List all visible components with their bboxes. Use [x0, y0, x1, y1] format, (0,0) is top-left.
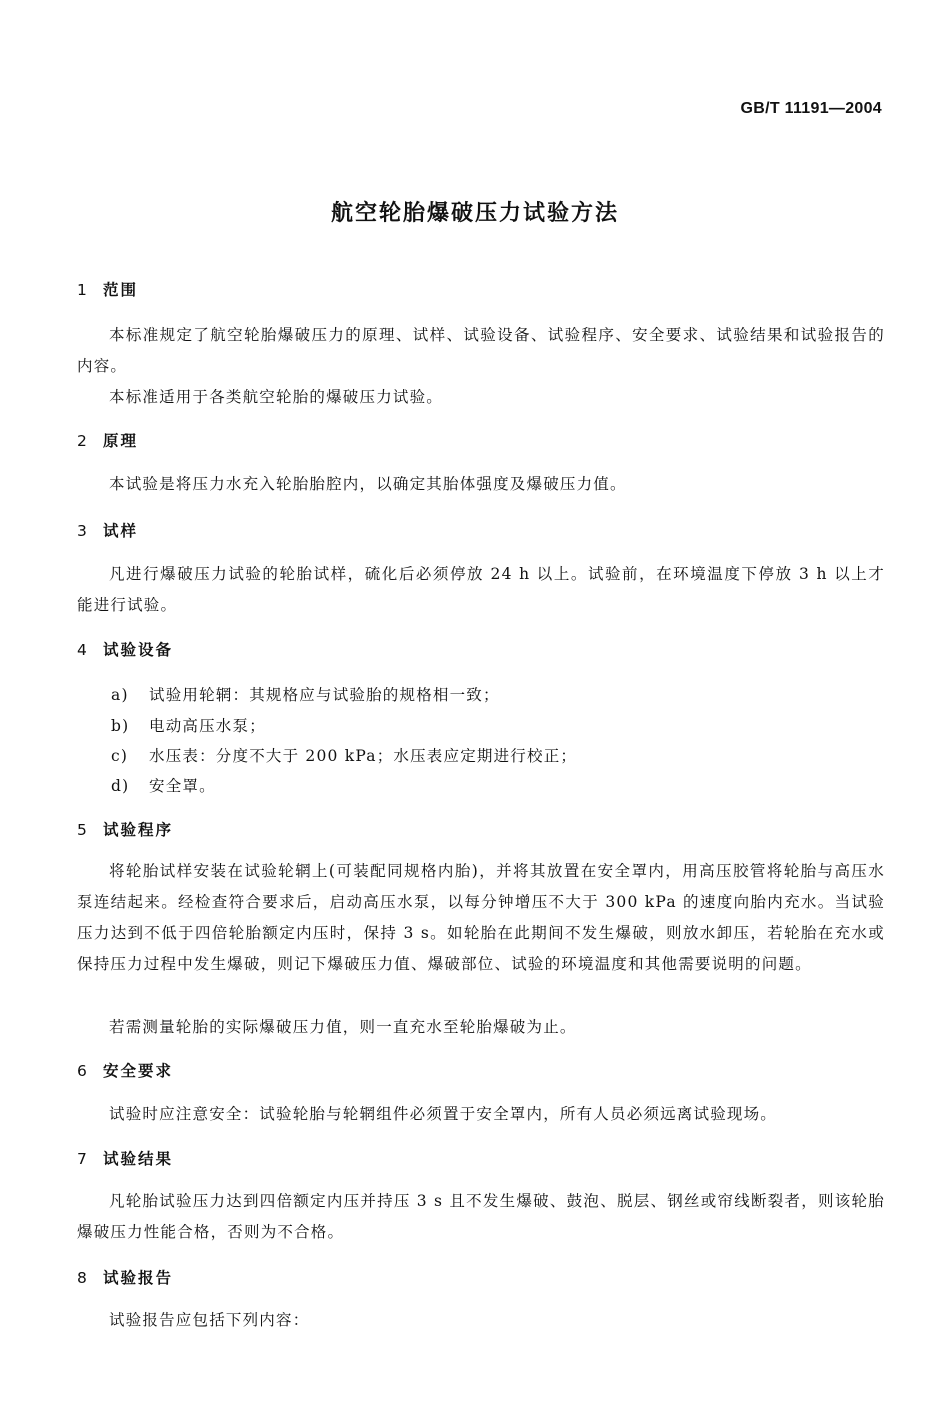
list-text: 安全罩。: [149, 777, 216, 795]
paragraph: 若需测量轮胎的实际爆破压力值，则一直充水至轮胎爆破为止。: [109, 1018, 577, 1036]
section-heading-scope: [77, 278, 138, 300]
paragraph: 凡轮胎试验压力达到四倍额定内压并持压 3 s 且不发生爆破、鼓泡、脱层、钢丝或帘线断裂者，则该轮胎爆破压力性能合格，否则为不合格。: [77, 1192, 885, 1241]
section-title: 试验设备: [103, 641, 174, 659]
document-title: 航空轮胎爆破压力试验方法: [330, 201, 619, 226]
section-title: 试验程序: [103, 821, 174, 839]
section-number: 8: [77, 1269, 89, 1287]
section-number: 2: [77, 432, 89, 450]
section-title: 安全要求: [103, 1062, 174, 1080]
section-number: 3: [77, 522, 89, 540]
list-marker: d): [111, 777, 130, 795]
paragraph: 本标准规定了航空轮胎爆破压力的原理、试样、试验设备、试验程序、安全要求、试验结果和试验报告的内容。: [77, 326, 885, 375]
list-marker: a): [111, 686, 129, 704]
paragraph: 将轮胎试样安装在试验轮辋上(可装配同规格内胎)，并将其放置在安全罩内，用高压胶管将轮胎与高压水泵连结起来。经检查符合要求后，启动高压水泵，以每分钟增压不大于 300 kPa 的速度向胎内充水。当试验压力达到不低于四倍轮胎额定内压时，保持 3 s。如轮胎在此期间不发生爆破，则放水卸压，若轮胎在充水或保持压力过程中发生爆破，则记下爆破压力值、爆破部位、试验的环境温度和其他需要说明的问题。: [77, 862, 885, 973]
section-title: 试验报告: [103, 1269, 174, 1287]
list-marker: c): [111, 747, 129, 765]
section-title: 原理: [103, 432, 139, 450]
list-marker: b): [111, 717, 130, 735]
section-heading-safety: [77, 1059, 173, 1081]
section-heading-equipment: [77, 638, 173, 660]
section-heading-specimen: [77, 519, 138, 541]
section-number: 4: [77, 641, 89, 659]
section-number: 7: [77, 1150, 89, 1168]
list-text: 试验用轮辋：其规格应与试验胎的规格相一致；: [149, 686, 500, 704]
list-text: 电动高压水泵；: [149, 717, 266, 735]
section-heading-principle: [77, 429, 138, 451]
section-number: 5: [77, 821, 89, 839]
section-heading-results: [77, 1147, 173, 1169]
section-heading-report: [77, 1266, 173, 1288]
list-item: [111, 714, 266, 736]
section-title: 试样: [103, 522, 139, 540]
list-text: 水压表：分度不大于 200 kPa；水压表应定期进行校正；: [149, 747, 578, 765]
section-title: 范围: [103, 281, 139, 299]
list-item: [111, 774, 216, 796]
section-heading-procedure: [77, 818, 173, 840]
section-title: 试验结果: [103, 1150, 174, 1168]
paragraph: 凡进行爆破压力试验的轮胎试样，硫化后必须停放 24 h 以上。试验前，在环境温度下停放 3 h 以上才能进行试验。: [77, 565, 885, 614]
section-number: 1: [77, 281, 89, 299]
list-item: [111, 683, 500, 705]
paragraph: 本标准适用于各类航空轮胎的爆破压力试验。: [109, 388, 444, 406]
standard-code: GB/T 11191—2004: [740, 100, 882, 117]
paragraph: 试验报告应包括下列内容：: [109, 1311, 310, 1329]
paragraph: 本试验是将压力水充入轮胎胎腔内，以确定其胎体强度及爆破压力值。: [109, 475, 627, 493]
list-item: [111, 744, 577, 766]
section-number: 6: [77, 1062, 89, 1080]
paragraph: 试验时应注意安全：试验轮胎与轮辋组件必须置于安全罩内，所有人员必须远离试验现场。: [109, 1105, 778, 1123]
